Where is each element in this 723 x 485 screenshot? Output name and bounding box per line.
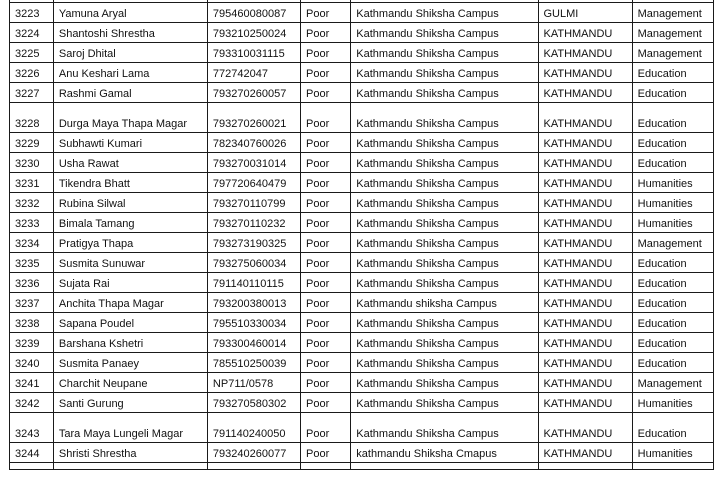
student-table [9, 0, 714, 470]
faculty-cell: Education [632, 253, 713, 273]
student-name-cell: Anu Keshari Lama [53, 63, 207, 83]
student-name-cell: Bimala Tamang [53, 213, 207, 233]
student-id-cell: 793310031115 [207, 43, 300, 63]
student-id-cell: 793273190325 [207, 233, 300, 253]
faculty-cell: Management [632, 373, 713, 393]
student-name-cell: Anchita Thapa Magar [53, 293, 207, 313]
campus-cell: Kathmandu Shiksha Campus [351, 3, 538, 23]
student-name-cell: Susmita Sunuwar [53, 253, 207, 273]
student-id-cell: 793200380013 [207, 293, 300, 313]
economic-status-cell: Poor [301, 83, 351, 103]
serial-number-cell: 3231 [10, 173, 54, 193]
student-name-cell: Yamuna Aryal [53, 3, 207, 23]
economic-status-cell: Poor [301, 103, 351, 133]
faculty-cell: Humanities [632, 443, 713, 463]
campus-cell: Kathmandu Shiksha Campus [351, 133, 538, 153]
campus-cell: Kathmandu Shiksha Campus [351, 353, 538, 373]
district-cell: KATHMANDU [538, 313, 632, 333]
district-cell: KATHMANDU [538, 103, 632, 133]
table-row [10, 443, 714, 463]
district-cell: KATHMANDU [538, 253, 632, 273]
economic-status-cell: Poor [301, 313, 351, 333]
campus-cell: Kathmandu Shiksha Campus [351, 103, 538, 133]
economic-status-cell: Poor [301, 253, 351, 273]
faculty-cell: Education [632, 83, 713, 103]
district-cell: KATHMANDU [538, 63, 632, 83]
district-cell: KATHMANDU [538, 373, 632, 393]
faculty-cell: Education [632, 413, 713, 443]
table-row [10, 413, 714, 443]
serial-number-cell: 3241 [10, 373, 54, 393]
student-name-cell: Tara Maya Lungeli Magar [53, 413, 207, 443]
student-name-cell: Rashmi Gamal [53, 83, 207, 103]
student-id-cell: 793270580302 [207, 393, 300, 413]
district-cell: KATHMANDU [538, 413, 632, 443]
economic-status-cell: Poor [301, 293, 351, 313]
table-row [10, 333, 714, 353]
district-cell: KATHMANDU [538, 43, 632, 63]
serial-number-cell: 3223 [10, 3, 54, 23]
table-row [10, 293, 714, 313]
economic-status-cell: Poor [301, 413, 351, 443]
faculty-cell: Education [632, 103, 713, 133]
district-cell: KATHMANDU [538, 293, 632, 313]
student-name-cell: Sujata Rai [53, 273, 207, 293]
serial-number-cell: 3239 [10, 333, 54, 353]
student-name-cell: Charchit Neupane [53, 373, 207, 393]
economic-status-cell: Poor [301, 213, 351, 233]
faculty-cell: Humanities [632, 393, 713, 413]
serial-number-cell: 3234 [10, 233, 54, 253]
serial-number-cell: 3227 [10, 83, 54, 103]
serial-number-cell: 3235 [10, 253, 54, 273]
economic-status-cell: Poor [301, 443, 351, 463]
campus-cell: Kathmandu Shiksha Campus [351, 173, 538, 193]
student-id-cell: 795460080087 [207, 3, 300, 23]
economic-status-cell: Poor [301, 233, 351, 253]
serial-number-cell: 3225 [10, 43, 54, 63]
district-cell: KATHMANDU [538, 393, 632, 413]
student-id-cell: 793270031014 [207, 153, 300, 173]
student-id-cell: 782340760026 [207, 133, 300, 153]
economic-status-cell: Poor [301, 63, 351, 83]
campus-cell: Kathmandu Shiksha Campus [351, 193, 538, 213]
serial-number-cell: 3243 [10, 413, 54, 443]
economic-status-cell: Poor [301, 333, 351, 353]
faculty-cell: Management [632, 43, 713, 63]
student-id-cell: 793210250024 [207, 23, 300, 43]
faculty-cell: Humanities [632, 173, 713, 193]
serial-number-cell: 3230 [10, 153, 54, 173]
table-row [10, 3, 714, 23]
district-cell: KATHMANDU [538, 173, 632, 193]
campus-cell: Kathmandu shiksha Campus [351, 293, 538, 313]
table-row [10, 23, 714, 43]
economic-status-cell: Poor [301, 193, 351, 213]
student-name-cell: Sapana Poudel [53, 313, 207, 333]
student-id-cell: 791140240050 [207, 413, 300, 443]
student-name-cell: Susmita Panaey [53, 353, 207, 373]
student-name-cell: Rubina Silwal [53, 193, 207, 213]
district-cell: KATHMANDU [538, 233, 632, 253]
table-row [10, 353, 714, 373]
campus-cell: Kathmandu Shiksha Campus [351, 373, 538, 393]
serial-number-cell: 3236 [10, 273, 54, 293]
serial-number-cell: 3238 [10, 313, 54, 333]
faculty-cell: Education [632, 133, 713, 153]
faculty-cell: Management [632, 23, 713, 43]
student-name-cell: Subhawti Kumari [53, 133, 207, 153]
district-cell: KATHMANDU [538, 273, 632, 293]
campus-cell: Kathmandu Shiksha Campus [351, 273, 538, 293]
campus-cell: kathmandu Shiksha Cmapus [351, 443, 538, 463]
faculty-cell: Management [632, 3, 713, 23]
student-name-cell: Tikendra Bhatt [53, 173, 207, 193]
table-row [10, 273, 714, 293]
faculty-cell: Education [632, 63, 713, 83]
district-cell: GULMI [538, 3, 632, 23]
table-row [10, 103, 714, 133]
campus-cell: Kathmandu Shiksha Campus [351, 213, 538, 233]
district-cell: KATHMANDU [538, 133, 632, 153]
student-name-cell: Santi Gurung [53, 393, 207, 413]
campus-cell: Kathmandu Shiksha Campus [351, 413, 538, 443]
serial-number-cell: 3224 [10, 23, 54, 43]
faculty-cell: Education [632, 153, 713, 173]
campus-cell: Kathmandu Shiksha Campus [351, 153, 538, 173]
table-row [10, 253, 714, 273]
student-id-cell: 793270110799 [207, 193, 300, 213]
campus-cell: Kathmandu Shiksha Campus [351, 23, 538, 43]
campus-cell: Kathmandu Shiksha Campus [351, 63, 538, 83]
table-row [10, 153, 714, 173]
serial-number-cell: 3244 [10, 443, 54, 463]
student-name-cell: Usha Rawat [53, 153, 207, 173]
campus-cell: Kathmandu Shiksha Campus [351, 253, 538, 273]
table-row [10, 213, 714, 233]
student-id-cell: 793270260021 [207, 103, 300, 133]
serial-number-cell: 3229 [10, 133, 54, 153]
campus-cell: Kathmandu Shiksha Campus [351, 393, 538, 413]
district-cell: KATHMANDU [538, 353, 632, 373]
economic-status-cell: Poor [301, 173, 351, 193]
student-id-cell: 793300460014 [207, 333, 300, 353]
student-name-cell: Pratigya Thapa [53, 233, 207, 253]
student-name-cell: Shantoshi Shrestha [53, 23, 207, 43]
student-id-cell: 795510330034 [207, 313, 300, 333]
economic-status-cell: Poor [301, 393, 351, 413]
student-id-cell: 793240260077 [207, 443, 300, 463]
economic-status-cell: Poor [301, 23, 351, 43]
district-cell: KATHMANDU [538, 23, 632, 43]
district-cell: KATHMANDU [538, 153, 632, 173]
student-name-cell: Saroj Dhital [53, 43, 207, 63]
student-id-cell: 793270260057 [207, 83, 300, 103]
campus-cell: Kathmandu Shiksha Campus [351, 313, 538, 333]
district-cell: KATHMANDU [538, 333, 632, 353]
serial-number-cell: 3240 [10, 353, 54, 373]
campus-cell: Kathmandu Shiksha Campus [351, 83, 538, 103]
student-id-cell: 797720640479 [207, 173, 300, 193]
faculty-cell: Education [632, 293, 713, 313]
campus-cell: Kathmandu Shiksha Campus [351, 233, 538, 253]
economic-status-cell: Poor [301, 3, 351, 23]
economic-status-cell: Poor [301, 133, 351, 153]
district-cell: KATHMANDU [538, 443, 632, 463]
faculty-cell: Education [632, 333, 713, 353]
table-row [10, 313, 714, 333]
district-cell: KATHMANDU [538, 83, 632, 103]
student-id-cell: 785510250039 [207, 353, 300, 373]
economic-status-cell: Poor [301, 373, 351, 393]
campus-cell: Kathmandu Shiksha Campus [351, 333, 538, 353]
economic-status-cell: Poor [301, 353, 351, 373]
economic-status-cell: Poor [301, 43, 351, 63]
student-id-cell: 793275060034 [207, 253, 300, 273]
table-row [10, 63, 714, 83]
table-row [10, 373, 714, 393]
table-row [10, 193, 714, 213]
table-row [10, 173, 714, 193]
serial-number-cell: 3226 [10, 63, 54, 83]
student-id-cell: 772742047 [207, 63, 300, 83]
campus-cell: Kathmandu Shiksha Campus [351, 43, 538, 63]
economic-status-cell: Poor [301, 153, 351, 173]
faculty-cell: Management [632, 233, 713, 253]
serial-number-cell: 3242 [10, 393, 54, 413]
student-name-cell: Shristi Shrestha [53, 443, 207, 463]
student-id-cell: 791140110115 [207, 273, 300, 293]
district-cell: KATHMANDU [538, 213, 632, 233]
table-row [10, 43, 714, 63]
serial-number-cell: 3228 [10, 103, 54, 133]
faculty-cell: Education [632, 273, 713, 293]
student-table-body [10, 0, 714, 470]
serial-number-cell: 3232 [10, 193, 54, 213]
district-cell: KATHMANDU [538, 193, 632, 213]
student-id-cell: NP711/0578 [207, 373, 300, 393]
cut-off-row-bottom [10, 463, 714, 470]
student-id-cell: 793270110232 [207, 213, 300, 233]
serial-number-cell: 3237 [10, 293, 54, 313]
student-name-cell: Durga Maya Thapa Magar [53, 103, 207, 133]
faculty-cell: Education [632, 313, 713, 333]
economic-status-cell: Poor [301, 273, 351, 293]
faculty-cell: Education [632, 353, 713, 373]
faculty-cell: Humanities [632, 213, 713, 233]
table-row [10, 233, 714, 253]
table-row [10, 83, 714, 103]
table-row [10, 133, 714, 153]
student-name-cell: Barshana Kshetri [53, 333, 207, 353]
faculty-cell: Humanities [632, 193, 713, 213]
serial-number-cell: 3233 [10, 213, 54, 233]
table-row [10, 393, 714, 413]
